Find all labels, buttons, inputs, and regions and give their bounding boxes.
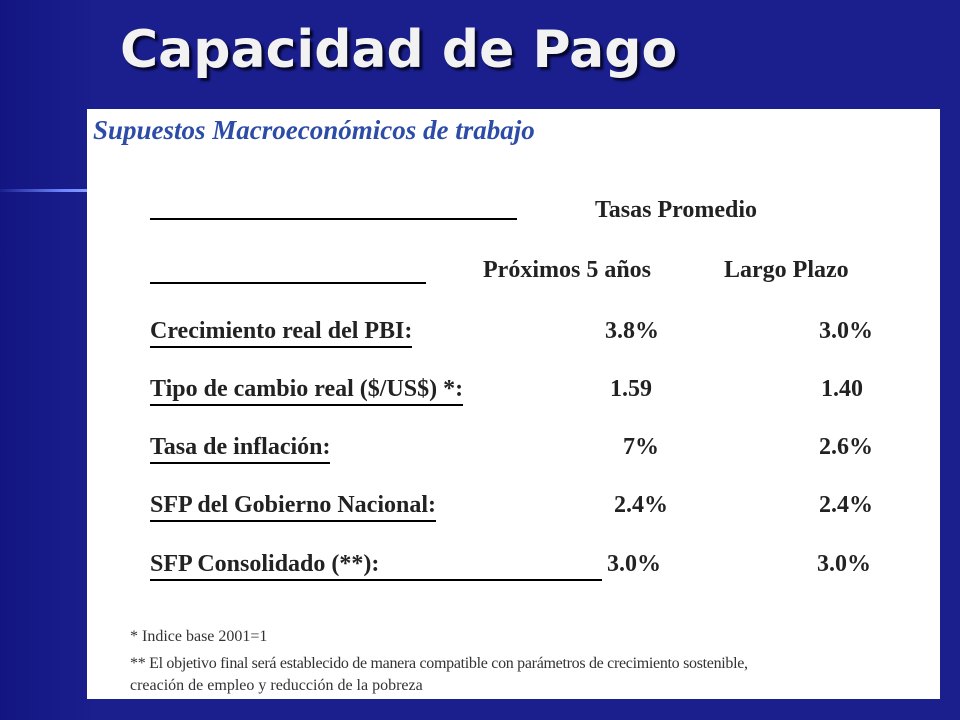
row-label: SFP del Gobierno Nacional: [150, 493, 436, 522]
assumptions-panel [87, 109, 940, 699]
row-value-long: 2.6% [819, 434, 873, 460]
column-header-long: Largo Plazo [724, 257, 849, 283]
row-value-long: 2.4% [819, 492, 873, 518]
decorative-line [0, 189, 90, 192]
background-band [0, 0, 90, 720]
row-label: SFP Consolidado (**): [150, 552, 602, 581]
row-label: Crecimiento real del PBI: [150, 319, 412, 348]
row-value-long: 3.0% [819, 318, 873, 344]
group-header: Tasas Promedio [595, 197, 758, 223]
slide-title: Capacidad de Pago [120, 20, 678, 80]
row-value-next5: 3.0% [607, 551, 661, 577]
footnote: * Indice base 2001=1 [130, 628, 268, 645]
row-value-next5: 3.8% [605, 318, 659, 344]
footnote: creación de empleo y reducción de la pobreza [130, 677, 423, 694]
row-label: Tasa de inflación: [150, 435, 330, 464]
row-value-next5: 2.4% [614, 492, 668, 518]
row-value-long: 3.0% [817, 551, 871, 577]
column-header-next5: Próximos 5 años [483, 257, 651, 283]
row-value-next5: 7% [623, 434, 659, 460]
footnote: ** El objetivo final será establecido de manera compatible con parámetros de crecimiento sostenible, [130, 655, 748, 672]
row-value-long: 1.40 [821, 376, 863, 402]
header-rule-2 [150, 282, 426, 284]
row-label: Tipo de cambio real ($/US$) *: [150, 377, 463, 406]
panel-heading: Supuestos Macroeconómicos de trabajo [93, 115, 535, 145]
header-rule-1 [150, 218, 517, 220]
row-value-next5: 1.59 [610, 376, 652, 402]
